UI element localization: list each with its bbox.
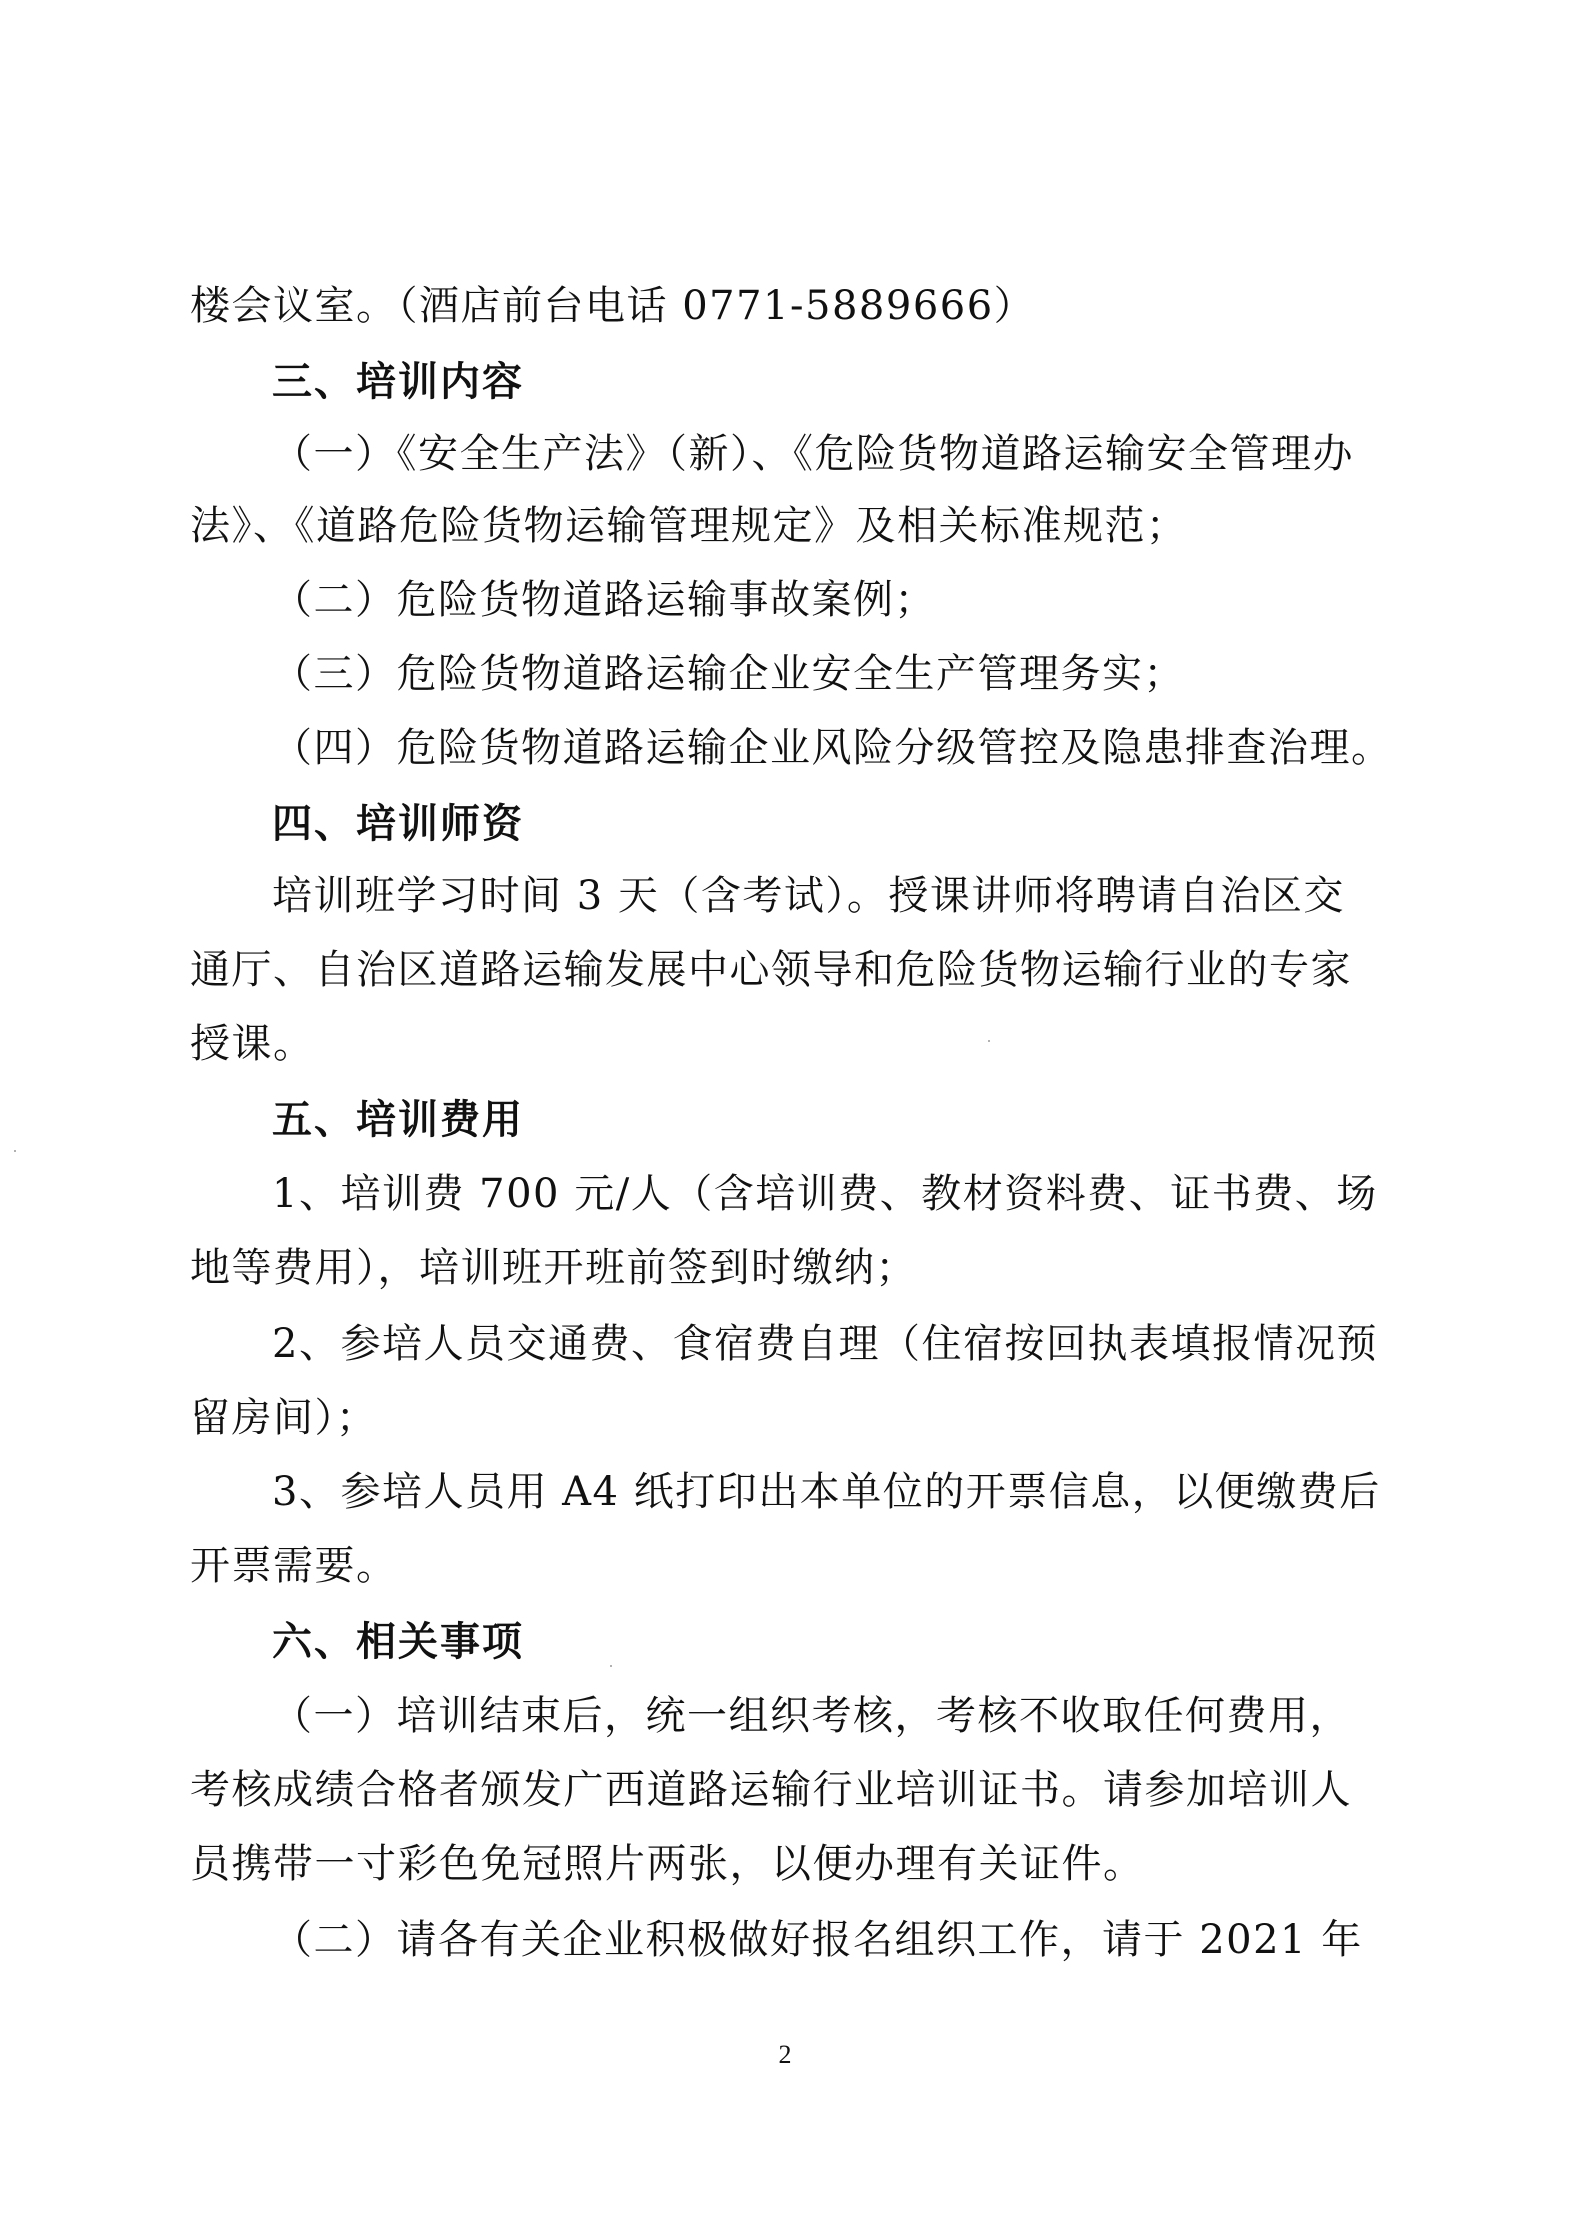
body-text-line: （二）请各有关企业积极做好报名组织工作，请于 2021 年 [272, 1917, 1363, 1963]
body-text-line: 通厅、自治区道路运输发展中心领导和危险货物运输行业的专家 [190, 947, 1352, 993]
body-text-line: 3、参培人员用 A4 纸打印出本单位的开票信息，以便缴费后 [272, 1469, 1381, 1515]
section-heading-instructors: 四、培训师资 [272, 801, 524, 847]
section-heading-related-matters: 六、相关事项 [272, 1619, 524, 1665]
section-heading-training-content: 三、培训内容 [272, 359, 524, 405]
scan-speck [610, 1665, 612, 1667]
body-text-line: 授课。 [190, 1021, 315, 1067]
body-text-line: 考核成绩合格者颁发广西道路运输行业培训证书。请参加培训人 [190, 1767, 1352, 1813]
body-text-line: （二）危险货物道路运输事故案例； [272, 577, 936, 623]
body-text-line: （三）危险货物道路运输企业安全生产管理务实； [272, 651, 1185, 697]
body-text-line: 2、参培人员交通费、食宿费自理（住宿按回执表填报情况预 [272, 1321, 1378, 1367]
body-text-line: 地等费用），培训班开班前签到时缴纳； [190, 1245, 917, 1291]
body-text-line: （一）培训结束后，统一组织考核，考核不收取任何费用， [272, 1693, 1351, 1739]
body-text-line: 1、培训费 700 元/人（含培训费、教材资料费、证书费、场 [272, 1171, 1378, 1217]
body-text-line: 法》、《道路危险货物运输管理规定》及相关标准规范； [190, 503, 1188, 549]
page-number: 2 [778, 2040, 792, 2069]
scan-speck [988, 1040, 990, 1042]
section-heading-fees: 五、培训费用 [272, 1097, 524, 1143]
body-text-line: （四）危险货物道路运输企业风险分级管控及隐患排查治理。 [272, 725, 1393, 771]
body-text-line: 员携带一寸彩色免冠照片两张，以便办理有关证件。 [190, 1841, 1145, 1887]
scan-speck [14, 1150, 16, 1152]
body-text-line: 开票需要。 [190, 1543, 398, 1589]
body-text-line: （一）《安全生产法》（新）、《危险货物道路运输安全管理办 [272, 431, 1354, 477]
body-text-line: 留房间）； [190, 1395, 378, 1441]
body-text-line: 楼会议室。（酒店前台电话 0771-5889666） [190, 283, 1036, 329]
body-text-line: 培训班学习时间 3 天（含考试）。授课讲师将聘请自治区交 [272, 873, 1345, 919]
